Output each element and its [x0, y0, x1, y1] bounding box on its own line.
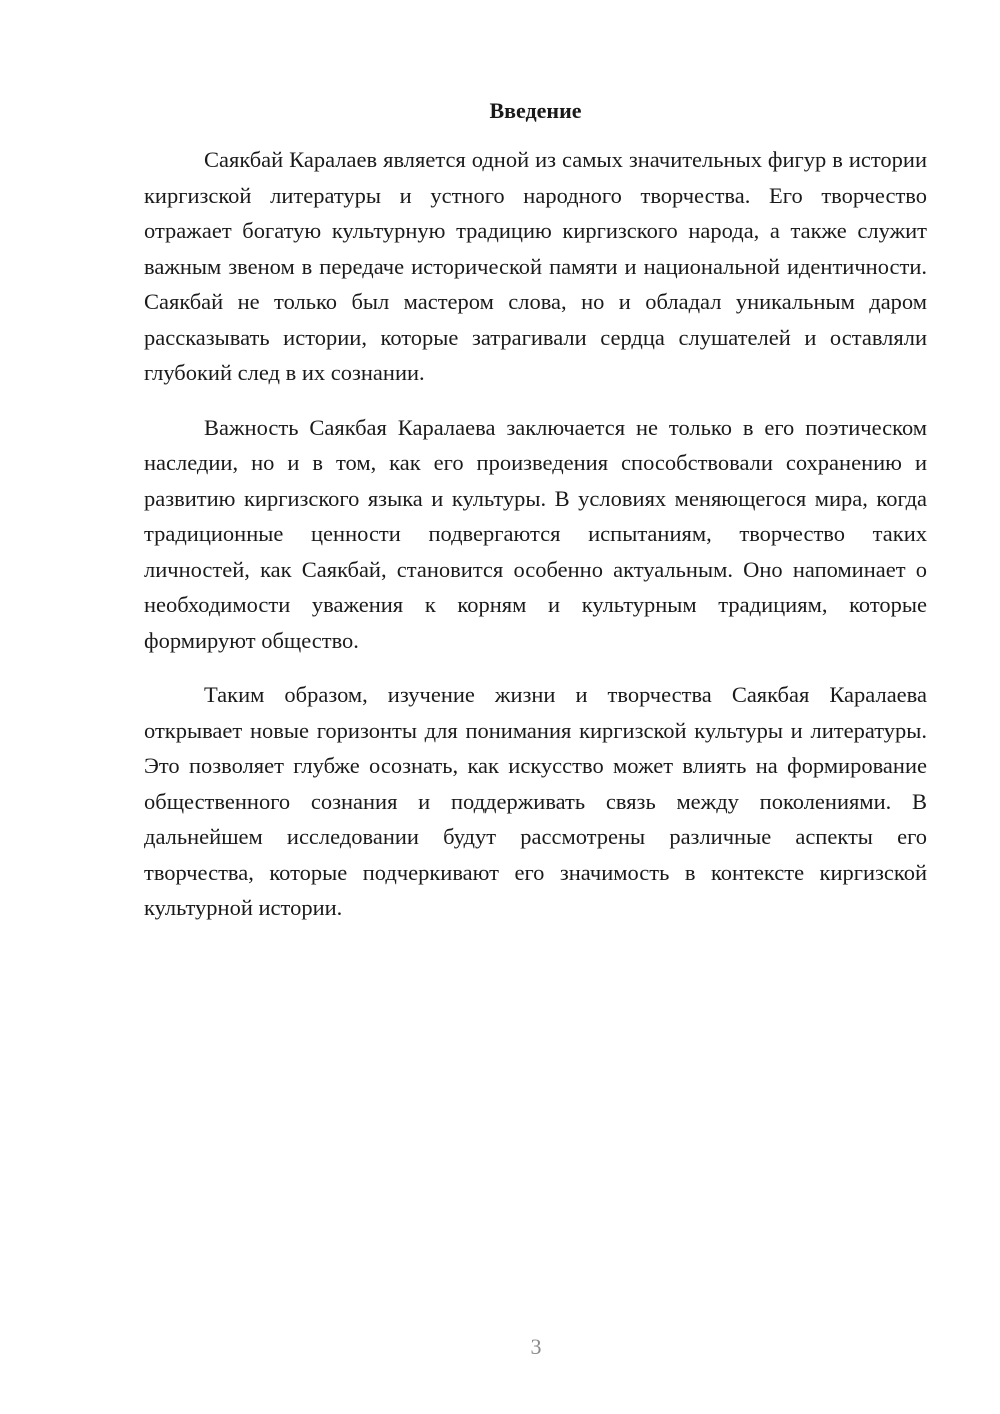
body-text	[144, 142, 927, 945]
section-heading: Введение	[489, 98, 582, 123]
page-number: 3	[530, 1334, 542, 1359]
paragraph-3: Таким образом, изучение жизни и творчества Саякбая Каралаева открывает новые горизонты для понимания киргизской культуры и литературы. Это позволяет глубже осознать, как искусство может влиять на формирование общественного сознания и поддерживать связь между поколениями. В дальнейшем исследовании будут рассмотрены различные аспекты его творчества, которые подчеркивают его значимость в контексте киргизской культурной истории.	[144, 682, 927, 920]
paragraph-2: Важность Саякбая Каралаева заключается не только в его поэтическом наследии, но и в том, как его произведения способствовали сохранению и развитию киргизского языка и культуры. В условиях меняющегося мира, когда традиционные ценности подвергаются испытаниям, творчество таких личностей, как Саякбай, становится особенно актуальным. Оно напоминает о необходимости уважения к корням и культурным традициям, которые формируют общество.	[144, 414, 927, 653]
paragraph-1: Саякбай Каралаев является одной из самых значительных фигур в истории киргизской литературы и устного народного творчества. Его творчество отражает богатую культурную традицию киргизского народа, а также служит важным звеном в передаче исторической памяти и национальной идентичности. Саякбай не только был мастером слова, но и обладал уникальным даром рассказывать истории, которые затрагивали сердца слушателей и оставляли глубокий след в их сознании.	[144, 147, 927, 385]
